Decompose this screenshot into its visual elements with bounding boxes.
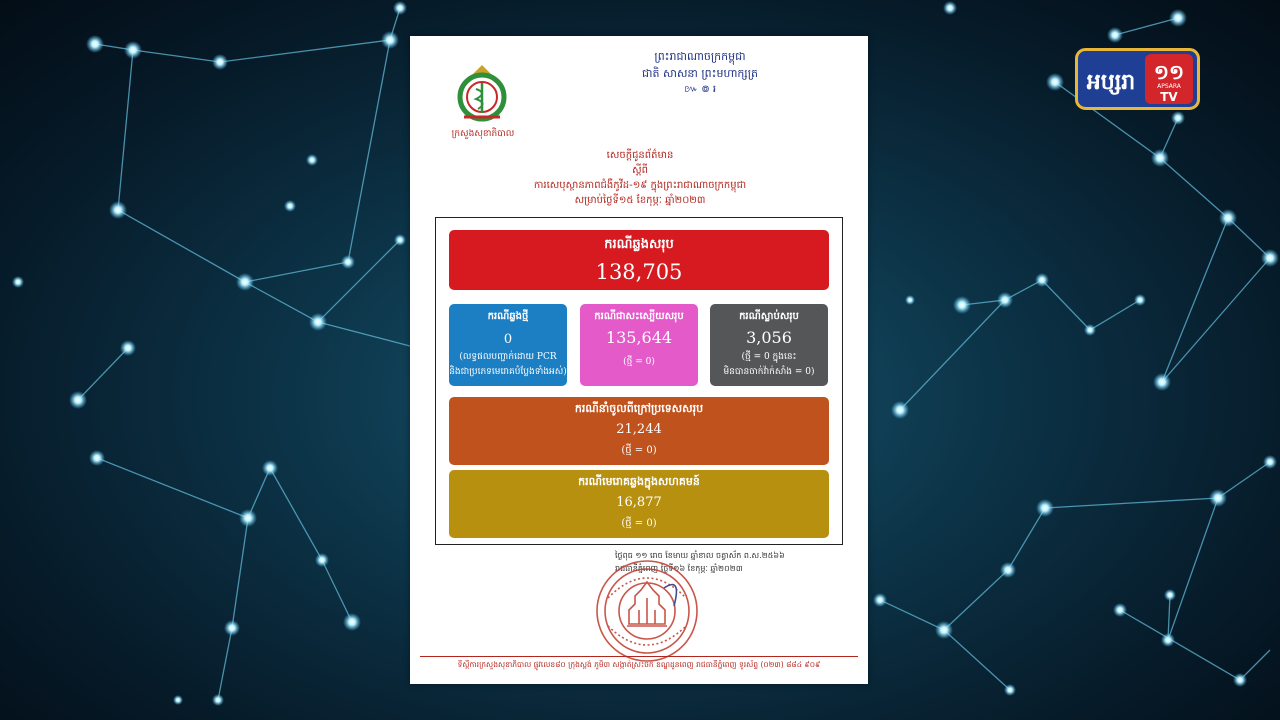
new-cases-note-2: និងជាប្រភេទមេរោគបំប្លែងទាំងអស់): [449, 367, 567, 377]
ministry-name: ក្រសួងសុខាភិបាល: [451, 129, 515, 139]
footer-divider: [420, 656, 858, 657]
bulletin-topic: ការសេបុស្ថានភាពជំងឺកូវីដ-១៩ ក្នុងព្រះរាជាណាចក្រកម្ពុជា: [533, 180, 747, 191]
total-cases-label: ករណីឆ្លងសរុប: [604, 237, 674, 252]
imported-cases-note: (ថ្មី = 0): [621, 445, 657, 456]
ministry-logo: [452, 61, 512, 127]
deaths-label: ករណីស្លាប់សរុប: [739, 311, 799, 322]
imported-cases-card: [449, 397, 829, 465]
logo-tv: TV: [1160, 90, 1178, 104]
community-cases-note: (ថ្មី = 0): [621, 518, 657, 529]
recovered-card: [580, 304, 698, 386]
total-cases-value: 138,705: [595, 260, 683, 284]
national-motto: ជាតិ សាសនា ព្រះមហាក្សត្រ: [642, 67, 758, 80]
new-cases-card: [449, 304, 567, 386]
issue-date: រាជធានីភ្នំពេញ ថ្ងៃទី១៦ ខែកុម្ភៈ ឆ្នាំ២០២៣: [615, 564, 743, 573]
logo-text: អប្សរា: [1086, 70, 1136, 95]
ornament: ៚ ៙ ៛: [684, 84, 716, 95]
community-cases-label: ករណីមេរោគឆ្លងក្នុងសហគមន៍: [578, 475, 700, 488]
health-bulletin-document: [410, 36, 868, 684]
bulletin-subtitle: ស្ដីពី: [632, 165, 648, 176]
deaths-card: [710, 304, 828, 386]
kingdom-title: ព្រះរាជាណាចក្រកម្ពុជា: [654, 50, 746, 63]
imported-cases-value: 21,244: [616, 422, 662, 437]
recovered-note: (ថ្មី = 0): [623, 357, 655, 367]
lunar-date: ថ្ងៃពុធ ១១ រោច ខែមាឃ ឆ្នាំខាល ចត្វាស័ក ព.ស.២៥៦៦: [615, 551, 785, 560]
bulletin-date: សម្រាប់ថ្ងៃទី១៥ ខែកុម្ភៈ ឆ្នាំ២០២៣: [574, 195, 706, 206]
logo-number: ១១: [1153, 60, 1185, 84]
new-cases-note-1: (លទ្ធផលបញ្ជាក់ដោយ PCR: [459, 352, 557, 362]
ministry-address-footer: ទីស្ដីការក្រសួងសុខាភិបាល ផ្លូវលេខ៨០ ក្រុងស្ដង់ ភូមិ៣ សង្កាត់ស្រះចក ខណ្ឌដូនពេញ រាជធានីភ្នំពេញ ទូរស័ព្ទ (០២៣) ៨៨៤ ៩០៩: [457, 660, 821, 669]
deaths-value: 3,056: [746, 328, 792, 347]
community-cases-value: 16,877: [616, 495, 662, 510]
new-cases-label: ករណីឆ្លងថ្មី: [487, 311, 529, 322]
deaths-note-2: មិនបានចាក់វ៉ាក់សាំង = 0): [723, 367, 815, 377]
deaths-note-1: (ថ្មី = 0 ក្នុងនេះ: [741, 352, 797, 362]
total-cases-card: [449, 230, 829, 290]
imported-cases-label: ករណីនាំចូលពីក្រៅប្រទេសសរុប: [574, 402, 704, 415]
apsara-tv-logo: [1075, 48, 1200, 110]
bulletin-title: សេចក្ដីជូនព័ត៌មាន: [606, 150, 674, 161]
community-cases-card: [449, 470, 829, 538]
logo-sub: APSARA: [1157, 83, 1181, 90]
statistics-panel: [435, 217, 843, 545]
new-cases-value: 0: [503, 332, 513, 347]
recovered-value: 135,644: [605, 328, 673, 347]
recovered-label: ករណីជាសះស្បើយសរុប: [594, 311, 684, 322]
official-seal-stamp: [594, 558, 700, 664]
